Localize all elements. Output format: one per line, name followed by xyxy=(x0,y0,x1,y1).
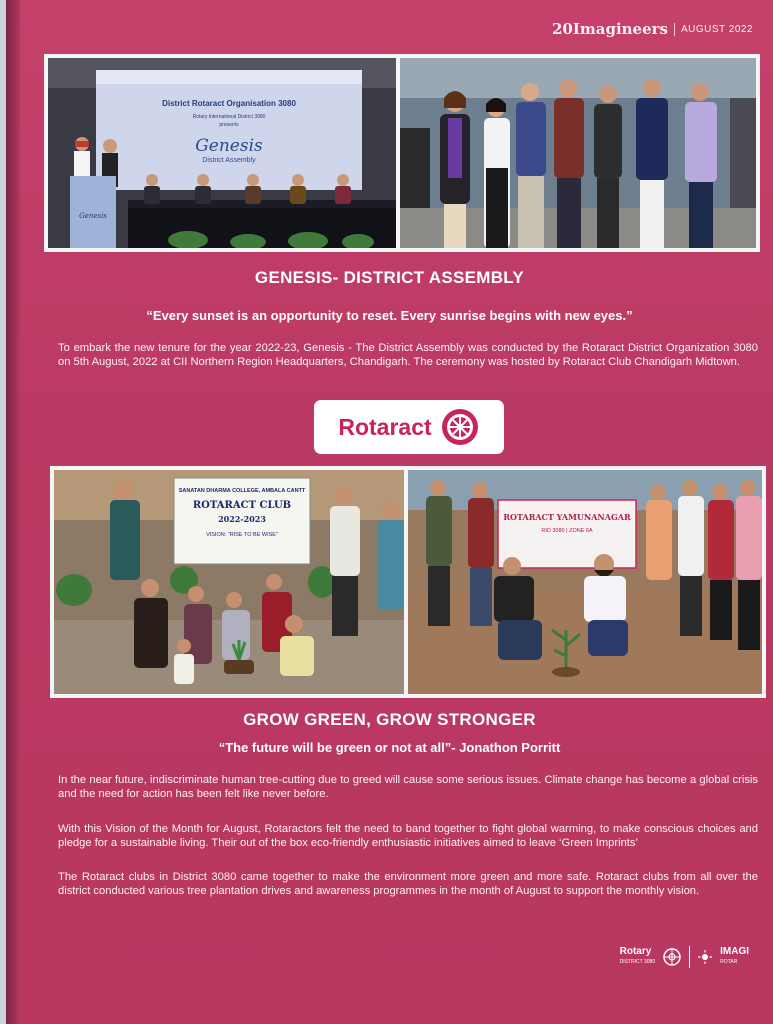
section2-paragraph-2: With this Vision of the Month for August, Rotaractors felt the need to band together to fight global warming, to make conscious choices and pledge for a sustainable living. Their out of the box eco-friendly enthusiastic initiatives aimed to leave ‘Green Imprints’ xyxy=(58,823,758,849)
footer-logos xyxy=(620,946,749,968)
section1-quote: “Every sunset is an opportunity to reset. Every sunrise begins with new eyes.” xyxy=(146,308,633,323)
banner-title: Genesis xyxy=(195,136,263,156)
magazine-page xyxy=(6,0,773,1024)
middle-photo-strip xyxy=(50,466,766,698)
footer-divider xyxy=(689,946,690,968)
banner-subtitle: District Assembly xyxy=(202,157,256,164)
page-spine xyxy=(6,0,20,1024)
photo-plantation-ambala xyxy=(54,470,404,694)
page-header xyxy=(552,20,753,38)
top-photo-strip xyxy=(44,54,760,252)
photo-plantation-yamunanagar xyxy=(408,470,762,694)
banner-line2: Rotary International District 3080 xyxy=(192,114,266,120)
photo-genesis-guests xyxy=(400,58,756,248)
rotary-gear-icon xyxy=(663,948,681,966)
photo-genesis-stage xyxy=(48,58,396,248)
rotary-footer-sub: DISTRICT 3080 xyxy=(619,959,656,965)
section2-paragraph-3: The Rotaract clubs in District 3080 came together to make the environment more green and more safe. Rotaract clubs from all over the district conducted various tree plantation drives and awareness programmes in the month of August to support the monthly vision. xyxy=(58,871,758,897)
imagi-footer-sub: ROTAR xyxy=(720,959,738,965)
banner3-line1: SANATAN DHARMA COLLEGE, AMBALA CANTT xyxy=(178,488,306,494)
banner4-line2: RID 3080 | ZONE 6A xyxy=(541,528,593,534)
banner3-line4: VISION: "RISE TO BE WISE" xyxy=(206,532,278,538)
banner-line3: presents xyxy=(219,122,239,128)
rotaract-logo xyxy=(314,400,504,454)
banner-line1: District Rotaract Organisation 3080 xyxy=(162,99,296,108)
section2-quote: “The future will be green or not at all”- Jonathon Porritt xyxy=(218,740,561,755)
banner3-line2: ROTARACT CLUB xyxy=(192,500,292,511)
banner4-line1: ROTARACT YAMUNANAGAR xyxy=(503,512,631,522)
section1-paragraph: To embark the new tenure for the year 2022-23, Genesis - The District Assembly was conducted by the Rotaract District Organization 3080 on 5th August, 2022 at CII Northern Region Headquarters, Chandigarh. The ceremony was hosted by Rotaract Club Chandigarh Midtown. xyxy=(58,342,758,368)
rotary-wheel-icon xyxy=(440,407,480,447)
imagi-footer-logo xyxy=(720,947,749,967)
header-divider xyxy=(674,23,675,36)
section2-paragraph-1: In the near future, indiscriminate human tree-cutting due to greed will cause some serious issues. Climate change has become a global crisis and the need for action has been felt like never before. xyxy=(58,774,758,800)
podium-text: Genesis xyxy=(79,212,107,220)
section1-title: GENESIS- DISTRICT ASSEMBLY xyxy=(254,268,525,287)
issue-label: AUGUST 2022 xyxy=(680,23,753,35)
magazine-name: 20Imagineers xyxy=(551,20,668,38)
banner3-line3: 2022-2023 xyxy=(218,514,266,524)
imagi-footer-text: IMAGI xyxy=(720,946,749,957)
rotary-footer-text: Rotary xyxy=(619,946,652,957)
sun-icon xyxy=(698,950,712,964)
rotaract-wordmark: Rotaract xyxy=(338,413,432,440)
section2-title: GROW GREEN, GROW STRONGER xyxy=(243,710,536,729)
rotary-footer-logo xyxy=(620,947,655,967)
